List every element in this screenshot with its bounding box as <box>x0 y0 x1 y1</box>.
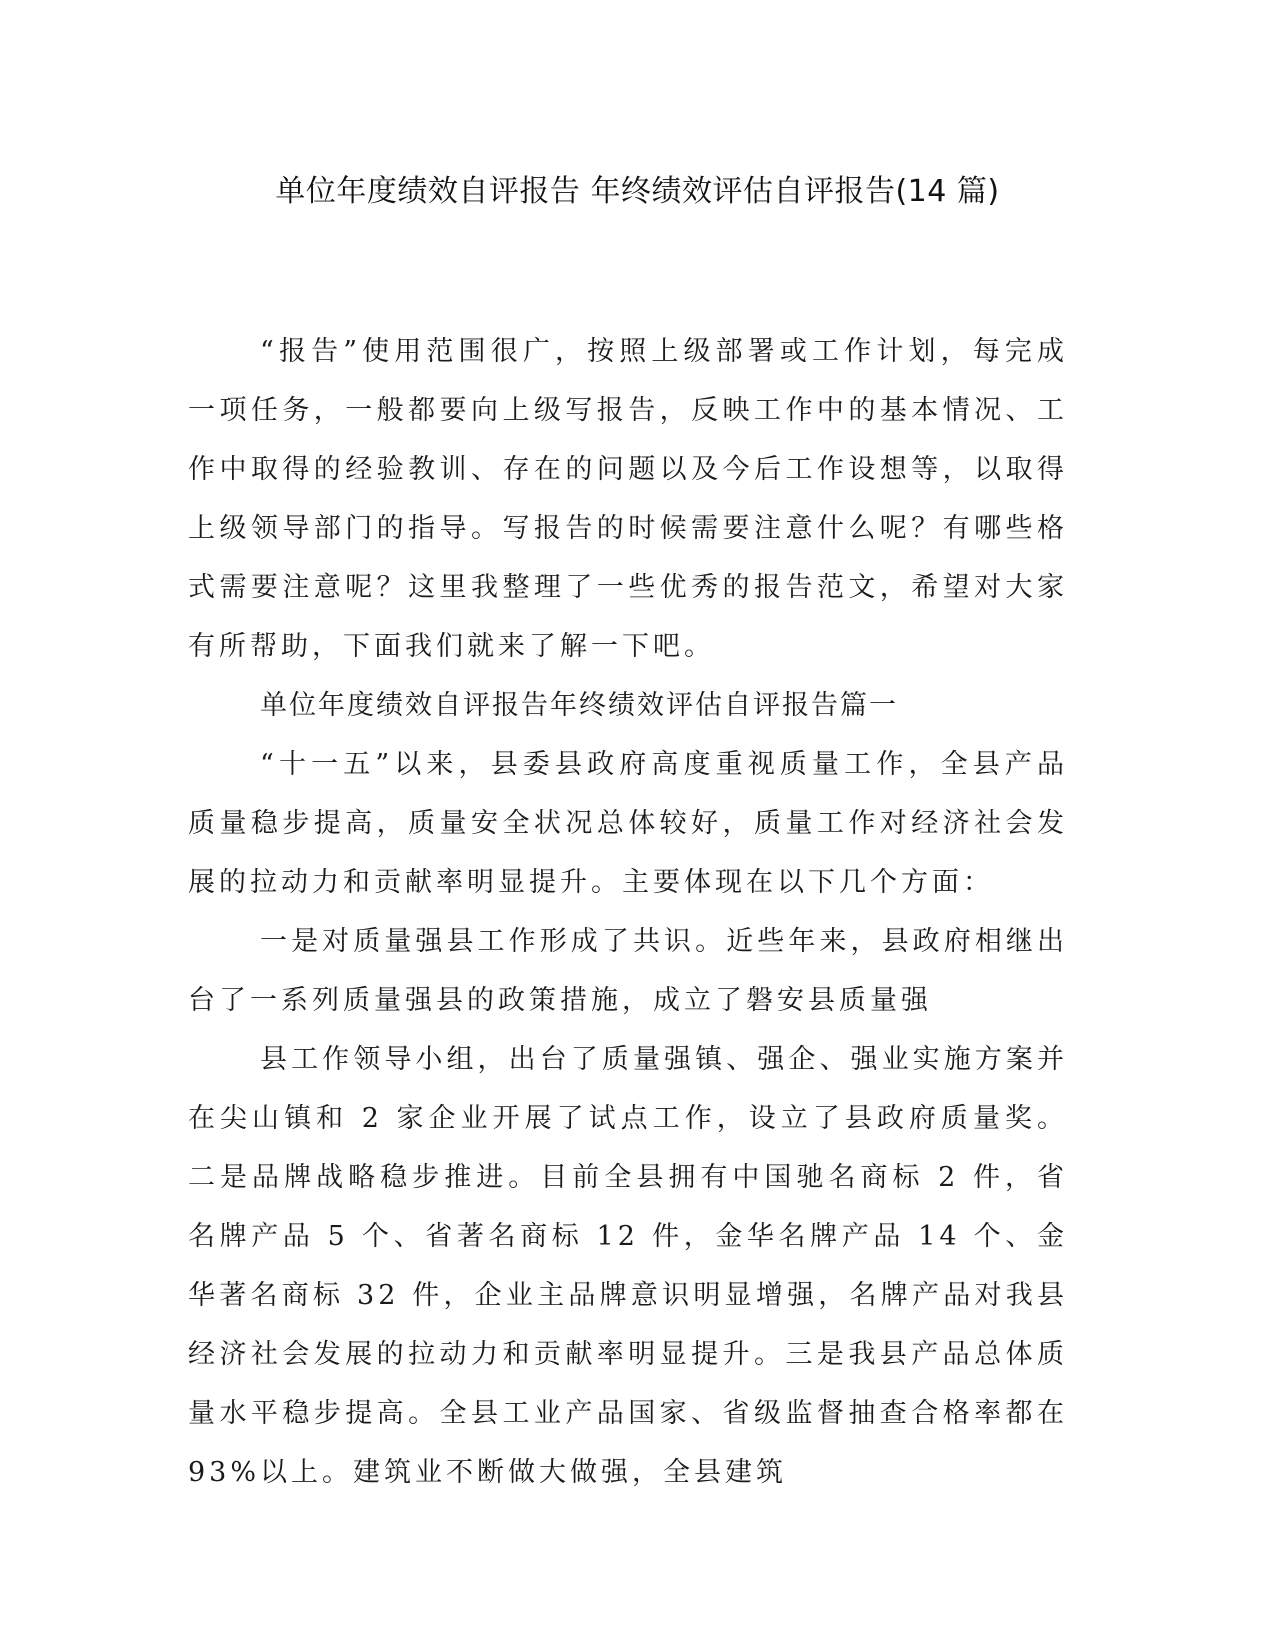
intro-paragraph: “报告”使用范围很广，按照上级部署或工作计划，每完成一项任务，一般都要向上级写报告，反映工作中的基本情况、工作中取得的经验教训、存在的问题以及今后工作设想等，以取得上级领导部门的指导。写报告的时候需要注意什么呢？有哪些格式需要注意呢？这里我整理了一些优秀的报告范文，希望对大家有所帮助，下面我们就来了解一下吧。 <box>188 336 1068 662</box>
body-paragraph: 县工作领导小组，出台了质量强镇、强企、强业实施方案并在尖山镇和 2 家企业开展了试点工作，设立了县政府质量奖。二是品牌战略稳步推进。目前全县拥有中国驰名商标 2 件，省名牌产品 5 个、省著名商标 12 件，金华名牌产品 14 个、金华著名商标 32 件，企业主品牌意识明显增强，名牌产品对我县经济社会发展的拉动力和贡献率明显提升。三是我县产品总体质量水平稳步提高。全县工业产品国家、省级监督抽查合格率都在 93%以上。建筑业不断做大做强，全县建筑 <box>188 1044 1068 1488</box>
body-paragraph: “十一五”以来，县委县政府高度重视质量工作，全县产品质量稳步提高，质量安全状况总体较好，质量工作对经济社会发展的拉动力和贡献率明显提升。主要体现在以下几个方面： <box>188 749 1068 898</box>
document-body <box>188 322 1068 1502</box>
section-heading: 单位年度绩效自评报告年终绩效评估自评报告篇一 <box>260 690 898 721</box>
body-paragraph: 一是对质量强县工作形成了共识。近些年来，县政府相继出台了一系列质量强县的政策措施，成立了磐安县质量强 <box>188 926 1068 1016</box>
document-title: 单位年度绩效自评报告 年终绩效评估自评报告(14 篇) <box>275 174 1000 209</box>
